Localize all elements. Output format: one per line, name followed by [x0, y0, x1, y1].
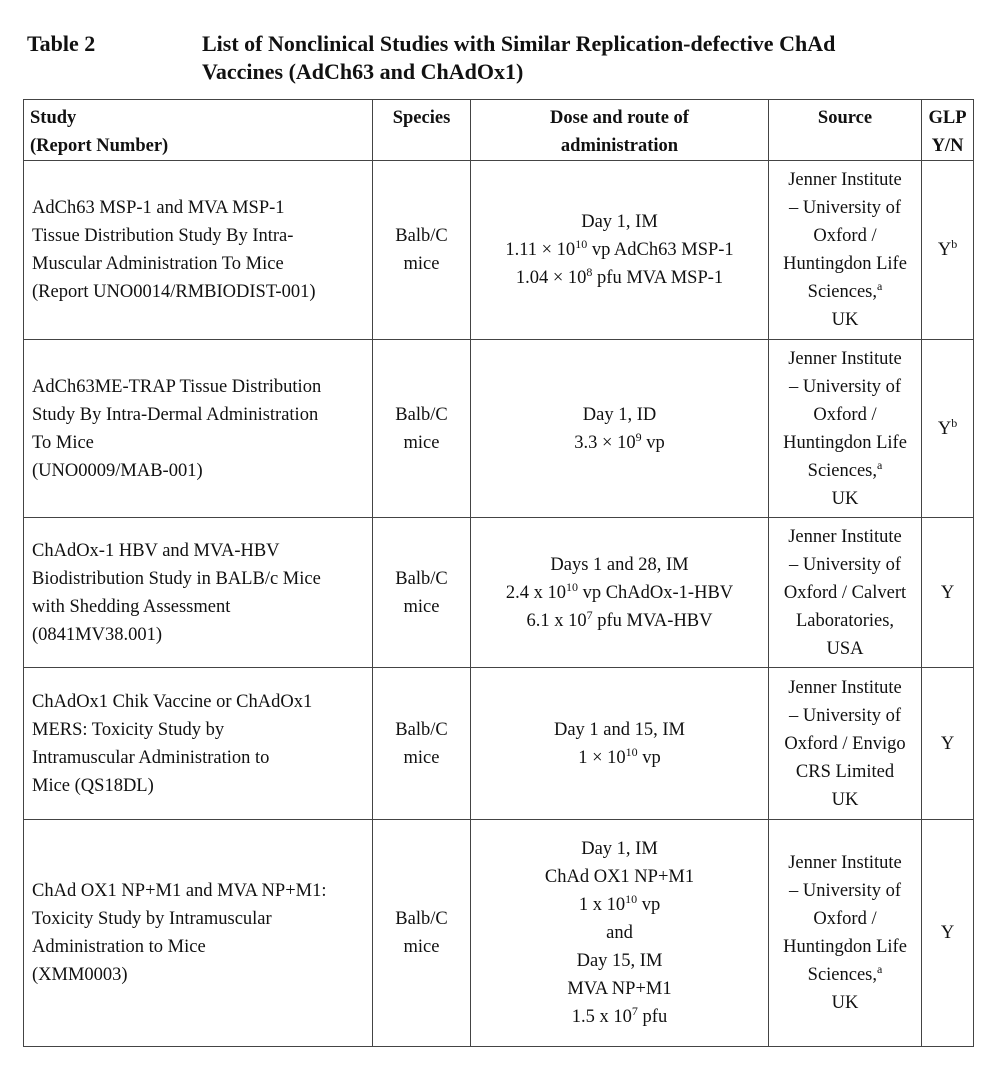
source-line-text: Oxford / Envigo [784, 733, 906, 754]
dose-cell [471, 518, 769, 668]
source-line-text: UK [831, 310, 859, 330]
dose-line [475, 835, 764, 863]
dose-line [475, 579, 764, 607]
header-glp-label: Y/N [931, 136, 964, 156]
source-line [773, 849, 917, 877]
species-line: mice [403, 254, 440, 274]
dose-line [475, 551, 764, 579]
source-line [773, 961, 917, 989]
source-cell [769, 668, 922, 820]
source-line [773, 551, 917, 579]
source-line [773, 401, 917, 429]
source-line [773, 523, 917, 551]
source-line [773, 306, 917, 334]
dose-line [475, 863, 764, 891]
study-line: (UNO0009/MAB-001) [32, 460, 203, 481]
header-report-number-label: (Report Number) [30, 136, 169, 156]
source-cell [769, 820, 922, 1047]
source-line [773, 674, 917, 702]
dose-line-text: vp ChAdOx-1-HBV [577, 582, 734, 603]
species-line: Balb/C [395, 404, 448, 425]
source-line-text: CRS Limited [795, 761, 895, 782]
dose-line [475, 429, 764, 457]
source-line-text: Sciences, [807, 965, 878, 985]
species-cell [373, 161, 471, 340]
study-line: Mice (QS18DL) [32, 775, 154, 796]
source-line [773, 989, 917, 1017]
dose-line-text: vp AdCh63 MSP-1 [587, 240, 734, 260]
dose-line-text: Days 1 and 28, IM [550, 554, 689, 575]
source-line-text: Oxford / [813, 909, 877, 929]
footnote-marker: a [877, 278, 883, 293]
glp-cell [922, 668, 974, 820]
dose-line-text: ChAd OX1 NP+M1 [544, 867, 695, 887]
table-body [24, 161, 974, 1047]
dose-line-text: pfu MVA MSP-1 [592, 268, 724, 288]
glp-value: Y [940, 582, 955, 603]
glp-value: Y [937, 240, 952, 260]
header-study-label: Study [30, 108, 77, 128]
header-dose-label: Dose and route of [550, 108, 689, 128]
source-line-text: Jenner Institute [788, 677, 902, 698]
source-line [773, 485, 917, 513]
species-cell [373, 820, 471, 1047]
header-dose-label: administration [560, 136, 679, 156]
dose-line-text: 1 x 10 [578, 895, 626, 915]
header-study [24, 100, 373, 161]
dose-line-text: Day 1, IM [581, 839, 658, 859]
species-line: Balb/C [395, 909, 448, 929]
source-line [773, 933, 917, 961]
study-line: ChAdOx-1 HBV and MVA-HBV [32, 540, 280, 561]
source-cell [769, 340, 922, 518]
table-title-line: List of Nonclinical Studies with Similar Replication-defective ChAd [202, 31, 836, 56]
header-species-label: Species [392, 108, 451, 128]
glp-cell [922, 340, 974, 518]
dose-line-text: pfu MVA-HBV [592, 610, 713, 631]
source-cell [769, 161, 922, 340]
dose-line-text: Day 1 and 15, IM [553, 719, 686, 740]
source-line-text: Jenner Institute [788, 348, 902, 369]
dose-line-text: Day 1, IM [581, 212, 658, 232]
study-line: Muscular Administration To Mice [32, 254, 284, 274]
species-cell [373, 518, 471, 668]
dose-line [475, 891, 764, 919]
source-line [773, 222, 917, 250]
source-line-text: USA [826, 638, 864, 659]
source-line [773, 166, 917, 194]
header-glp [922, 100, 974, 161]
footnote-marker: b [951, 415, 958, 430]
study-line: Administration to Mice [32, 937, 206, 957]
superscript: 8 [586, 264, 593, 279]
source-line [773, 345, 917, 373]
dose-line [475, 264, 764, 292]
dose-line [475, 716, 764, 744]
studies-table [23, 99, 974, 1047]
source-line [773, 758, 917, 786]
glp-cell [922, 518, 974, 668]
superscript: 10 [625, 744, 638, 759]
dose-cell [471, 820, 769, 1047]
study-cell [24, 518, 373, 668]
source-line-text: – University of [788, 705, 901, 726]
dose-cell [471, 161, 769, 340]
source-line-text: Oxford / Calvert [783, 582, 907, 603]
superscript: 7 [631, 1003, 638, 1018]
footnote-marker: b [951, 236, 958, 251]
table-row [24, 668, 974, 820]
species-line: mice [403, 596, 440, 617]
table-row [24, 518, 974, 668]
dose-line-text: MVA NP+M1 [567, 979, 672, 999]
source-line [773, 457, 917, 485]
dose-line [475, 975, 764, 1003]
source-line-text: Huntingdon Life [783, 254, 907, 274]
dose-cell [471, 668, 769, 820]
source-line [773, 877, 917, 905]
glp-value: Y [940, 733, 955, 754]
source-line-text: Laboratories, [795, 610, 895, 631]
source-line-text: Huntingdon Life [783, 937, 907, 957]
header-glp-label: GLP [928, 108, 967, 128]
study-line: To Mice [32, 432, 94, 453]
dose-line-text: vp [637, 895, 661, 915]
superscript: 10 [575, 236, 588, 251]
dose-line [475, 208, 764, 236]
dose-line [475, 236, 764, 264]
glp-cell [922, 820, 974, 1047]
source-line-text: – University of [788, 881, 901, 901]
study-line: with Shedding Assessment [32, 596, 231, 617]
dose-line [475, 1003, 764, 1031]
source-line-text: Sciences, [807, 460, 878, 481]
source-line-text: – University of [788, 376, 901, 397]
study-line: Toxicity Study by Intramuscular [32, 909, 272, 929]
source-line-text: Jenner Institute [788, 526, 902, 547]
source-line-text: Oxford / [813, 226, 877, 246]
species-line: mice [403, 747, 440, 768]
dose-line-text: pfu [637, 1007, 668, 1027]
source-line-text: Oxford / [813, 404, 877, 425]
source-line-text: UK [831, 789, 859, 810]
dose-line-text: Day 1, ID [582, 404, 657, 425]
glp-value: Y [940, 923, 955, 943]
dose-cell [471, 340, 769, 518]
source-line [773, 250, 917, 278]
study-cell [24, 161, 373, 340]
dose-line-text: 3.3 × 10 [574, 432, 636, 453]
study-cell [24, 668, 373, 820]
study-line: AdCh63 MSP-1 and MVA MSP-1 [32, 198, 285, 218]
study-line: Tissue Distribution Study By Intra- [32, 226, 294, 246]
table-label: Table 2 [27, 31, 96, 56]
dose-line [475, 919, 764, 947]
table-title-line: Vaccines (AdCh63 and ChAdOx1) [202, 59, 524, 84]
glp-cell [922, 161, 974, 340]
source-line [773, 730, 917, 758]
study-line: (0841MV38.001) [32, 624, 163, 645]
study-line: AdCh63ME-TRAP Tissue Distribution [32, 376, 322, 397]
source-line [773, 786, 917, 814]
superscript: 9 [635, 429, 642, 444]
dose-line-text: 1.04 × 10 [515, 268, 587, 288]
footnote-marker: a [877, 457, 883, 472]
superscript: 10 [625, 891, 638, 906]
source-line-text: – University of [788, 198, 901, 218]
dose-line-text: vp [641, 432, 665, 453]
species-line: Balb/C [395, 568, 448, 589]
dose-line-text: and [606, 923, 633, 943]
source-line [773, 702, 917, 730]
source-line-text: – University of [788, 554, 901, 575]
dose-line-text: 1.11 × 10 [505, 240, 576, 260]
dose-line [475, 607, 764, 635]
study-line: (Report UNO0014/RMBIODIST-001) [32, 282, 316, 302]
table-row [24, 161, 974, 340]
table-title [202, 30, 972, 86]
header-source-label: Source [817, 108, 873, 128]
study-line: ChAdOx1 Chik Vaccine or ChAdOx1 [32, 691, 313, 712]
source-line [773, 429, 917, 457]
source-line-text: Jenner Institute [788, 170, 902, 190]
study-line: Intramuscular Administration to [32, 747, 270, 768]
table-row [24, 820, 974, 1047]
header-dose [471, 100, 769, 161]
study-cell [24, 820, 373, 1047]
species-cell [373, 668, 471, 820]
dose-line-text: 1.5 x 10 [571, 1007, 632, 1027]
species-line: mice [403, 432, 440, 453]
source-line [773, 607, 917, 635]
source-line [773, 278, 917, 306]
dose-line-text: 2.4 x 10 [505, 582, 566, 603]
study-line: Biodistribution Study in BALB/c Mice [32, 568, 321, 589]
dose-line [475, 401, 764, 429]
source-line-text: UK [831, 993, 859, 1013]
glp-value: Y [937, 418, 952, 439]
source-line [773, 194, 917, 222]
dose-line-text: Day 15, IM [576, 951, 663, 971]
dose-line [475, 744, 764, 772]
species-line: Balb/C [395, 226, 448, 246]
source-line [773, 579, 917, 607]
header-row [24, 100, 974, 161]
species-cell [373, 340, 471, 518]
study-cell [24, 340, 373, 518]
header-source [769, 100, 922, 161]
study-line: (XMM0003) [32, 965, 128, 985]
dose-line-text: 1 × 10 [578, 747, 626, 768]
source-cell [769, 518, 922, 668]
source-line-text: UK [831, 488, 859, 509]
source-line [773, 635, 917, 663]
dose-line-text: vp [637, 747, 661, 768]
source-line-text: Jenner Institute [788, 853, 902, 873]
table-row [24, 340, 974, 518]
dose-line-text: 6.1 x 10 [526, 610, 587, 631]
superscript: 10 [565, 579, 578, 594]
source-line-text: Sciences, [807, 282, 878, 302]
species-line: Balb/C [395, 719, 448, 740]
source-line-text: Huntingdon Life [783, 432, 907, 453]
superscript: 7 [586, 607, 593, 622]
source-line [773, 373, 917, 401]
study-line: Study By Intra-Dermal Administration [32, 404, 319, 425]
source-line [773, 905, 917, 933]
study-line: MERS: Toxicity Study by [32, 719, 225, 740]
footnote-marker: a [877, 961, 883, 976]
species-line: mice [403, 937, 440, 957]
header-species [373, 100, 471, 161]
study-line: ChAd OX1 NP+M1 and MVA NP+M1: [32, 881, 327, 901]
dose-line [475, 947, 764, 975]
